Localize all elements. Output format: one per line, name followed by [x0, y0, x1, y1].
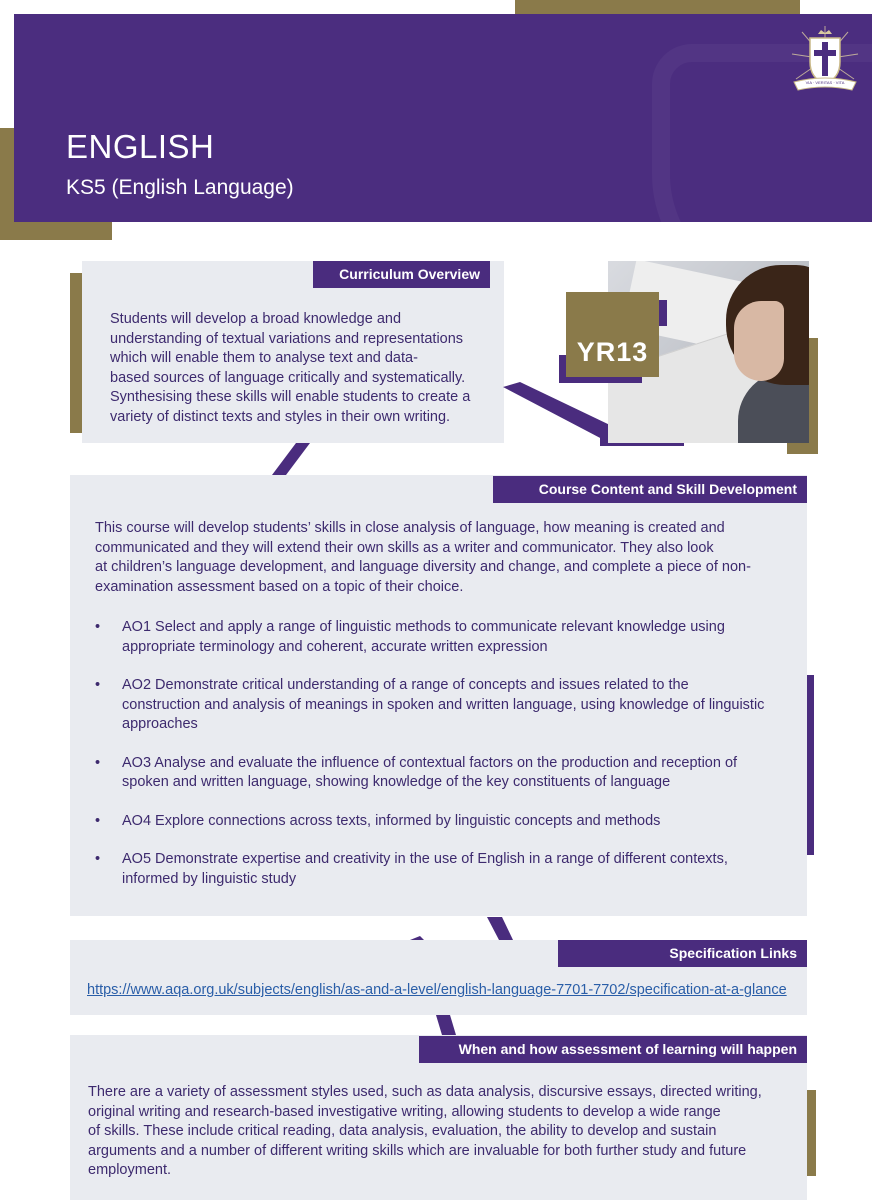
assessment-text [88, 1083, 800, 1181]
text-line: AO4 Explore connections across texts, informed by linguistic concepts and methods [122, 812, 661, 829]
year-badge [566, 292, 659, 377]
page-title: ENGLISH [66, 128, 215, 165]
course-content-heading: Course Content and Skill Development [493, 476, 807, 503]
text-line: AO1 Select and apply a range of linguistic methods to communicate relevant knowledge using [122, 619, 725, 635]
text-line: AO2 Demonstrate critical understanding of a range of concepts and issues related to the [122, 677, 689, 693]
page-subtitle: KS5 (English Language) [66, 176, 294, 199]
text-line: AO3 Analyse and evaluate the influence of contextual factors on the production and reception of [122, 754, 738, 771]
text-line: based sources of language critically and systematically. [110, 369, 466, 386]
text-line: appropriate terminology and coherent, accurate written expression [122, 638, 548, 655]
text-line: at children’s language development, and language diversity and change, and complete a piece of non- [95, 559, 751, 575]
list-item [95, 812, 800, 832]
text-line: which will enable them to analyse text and data- [110, 350, 418, 366]
bullet: • [95, 677, 101, 693]
text-line: This course will develop students’ skills in close analysis of language, how meaning is created and [95, 520, 725, 536]
bullet: • [95, 851, 101, 867]
list-item [95, 676, 800, 735]
text-line: understanding of textual variations and representations [110, 330, 464, 347]
text-line: of skills. These include critical reading, data analysis, evaluation, the ability to develop and sustain [88, 1123, 717, 1139]
bullet: • [95, 619, 101, 635]
text-line: construction and analysis of meanings in spoken and written language, using knowledge of linguistic [122, 696, 765, 713]
text-line: AO5 Demonstrate expertise and creativity in the use of English in a range of different contexts, [122, 851, 728, 867]
text-line: communicated and they will extend their own skills as a writer and communicator. They also look [95, 539, 714, 556]
purple-accent-course-right [806, 675, 814, 855]
text-line: Synthesising these skills will enable students to create a [110, 389, 471, 405]
bullet: • [95, 812, 101, 829]
bullet: • [95, 754, 101, 771]
specification-heading: Specification Links [558, 940, 807, 967]
text-line: Students will develop a broad knowledge and [110, 311, 402, 327]
curriculum-overview-heading: Curriculum Overview [313, 261, 490, 288]
course-content-intro [95, 519, 800, 597]
crest-motto: VIA · VERITAS · VITA [805, 80, 845, 85]
text-line: variety of distinct texts and styles in their own writing. [110, 408, 451, 425]
assessment-objectives-list [95, 618, 800, 908]
text-line: approaches [122, 716, 198, 732]
specification-link[interactable]: https://www.aqa.org.uk/subjects/english/as-and-a-level/english-language-7701-7702/specification-at-a-glance [87, 982, 787, 998]
text-line: There are a variety of assessment styles used, such as data analysis, discursive essays, directed writing, [88, 1084, 762, 1100]
text-line: original writing and research-based investigative writing, allowing students to develop a wide range [88, 1103, 721, 1120]
text-line: arguments and a number of different writing skills which are invaluable for both further study and future [88, 1142, 747, 1159]
purple-accent-badge-right [659, 300, 667, 326]
list-item [95, 850, 800, 889]
list-item [95, 618, 800, 657]
year-badge-label: YR13 [576, 337, 649, 367]
gold-accent-assessment-right [806, 1090, 816, 1176]
text-line: spoken and written language, showing knowledge of the key constituents of language [122, 774, 671, 790]
list-item [95, 754, 800, 793]
text-line: examination assessment based on a topic of their choice. [95, 578, 464, 595]
text-line: employment. [88, 1162, 172, 1178]
assessment-heading: When and how assessment of learning will happen [419, 1036, 807, 1063]
text-line: informed by linguistic study [122, 870, 297, 887]
